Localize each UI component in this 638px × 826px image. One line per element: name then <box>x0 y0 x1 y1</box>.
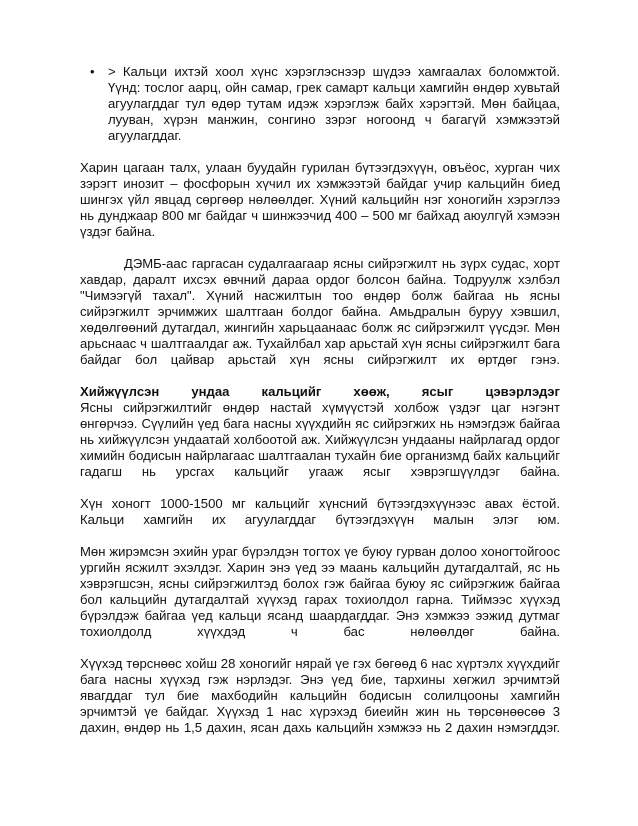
section-heading: Хийжүүлсэн ундаа кальцийг хөөж, ясыг цэвэрлэдэг <box>80 384 560 399</box>
paragraph-phosphorus: Харин цагаан талх, улаан буудайн гурилан бүтээгдэхүүн, овъёос, хурган чих зэрэгт инозит – фосфорын хүчил их хэмжээтэй байдаг учир кальцийн биед шингэх үйл явцад сөргөөр нөлөөлдөг. Хүний кальцийн нэг хоногийн хэрэглээ нь дунджаар 800 мг байдаг ч шинжээчид 400 – 500 мг байхад аюулгүй хэмээн үздэг байна. <box>80 160 560 239</box>
paragraph-who-research: ДЭМБ-аас гаргасан судалгаагаар ясны сийрэгжилт нь зүрх судас, хорт хавдар, даралт ихсэх өвчний дараа ордог болсон байна. Тодруулж хэлбэл "Чимээгүй тахал". Хүний насжилтын тоо өндөр болж байгаа нь ясны сийрэгжилт эрчимжих шалтгаан болдог байна. Амьдралын буруу хэвшил, хөдөлгөөний дутагдал, жингийн харьцаанаас болж яс сийрэгжилт үүсдэг. Мөн арьснаас ч шалтгаалдаг аж. Тухайлбал хар арьстай хүн ясны сийрэгжилт бага байдаг бол цайвар арьстай хүн ясны сийрэгжилт их өртдөг гэнэ. <box>80 256 560 367</box>
spacer <box>80 368 560 384</box>
bullet-marker: • <box>90 64 95 79</box>
paragraph-infancy: Хүүхэд төрснөөс хойш 28 хоногийг нярай үе гэх бөгөөд 6 нас хүртэлх хүүхдийг бага насны хүүхэд гэж нэрлэдэг. Энэ үед бие, тархины хөгжил эрчимтэй явагддаг тул бие махбодийн кальцийн бодисын солилцооны хамгийн эрчимтэй үе байдаг. Хүүхэд 1 нас хүрэхэд биеийн жин нь төрсөнөөсөө 3 дахин, өндөр нь 1,5 дахин, ясан дахь кальцийн хэмжээ нь 2 дахин нэмэгддэг. <box>80 656 560 735</box>
spacer <box>80 640 560 656</box>
bullet-list-item <box>86 64 560 144</box>
paragraph-soda-drinks: Ясны сийрэгжилтийг өндөр настай хүмүүстэй холбож үздэг цаг нэгэнт өнгөрчээ. Сүүлийн үед бага насны хүүхдийн яс сийрэгжих нь нэмэгдэж байгаа нь хийжүүлсэн ундаатай холбоотой аж. Хийжүүлсэн ундааны найрлагад ордог химийн бодисын найрлагаас шалтгаалан тухайн бие организмд байх кальцийг гадагш нь урсгах кальцийг угааж ясыг хэврэгшүүлдэг байна. <box>80 400 560 479</box>
bullet-text: > Кальци ихтэй хоол хүнс хэрэглэснээр шүдээ хамгаалах боломжтой. Үүнд: тослог аарц, ойн самар, грек самарт кальци хамгийн өндөр хувьтай агуулагддаг тул өдөр тутам идэж хэрэглэж байх хэрэгтэй. Мөн байцаа, лууван, хүрэн манжин, сонгино зэрэг ногоонд ч багагүй хэмжээтэй агуулагддаг. <box>108 64 560 143</box>
spacer <box>92 144 560 160</box>
paragraph-pregnancy: Мөн жирэмсэн эхийн ураг бүрэлдэн тогтох үе буюу гурван долоо хоногтойгоос ургийн ясжилт эхэлдэг. Харин энэ үед ээ маань кальцийн дутагдалтай, яс нь хэврэгшсэн, ясны сийрэгжилтэд болох гэж байгаа буюу яс сийрэгжиж байгаа бол кальцийн дутагдалтай хүүхэд гарах тохиолдол гарна. Тиймээс хүүхэд бүрэлдэж байгаа үед кальци ясанд шаардагддаг. Энэ хэмжээ ээжид дутмаг тохиолдолд хүүхдэд ч бас нөлөөлдөг байна. <box>80 544 560 639</box>
spacer <box>80 240 560 256</box>
paragraph-daily-intake: Хүн хоногт 1000-1500 мг кальцийг хүнсний бүтээгдэхүүнээс авах ёстой. Кальци хамгийн их агуулагддаг бүтээгдэхүүн малын элэг юм. <box>80 496 560 527</box>
spacer <box>80 528 560 544</box>
spacer <box>80 480 560 496</box>
